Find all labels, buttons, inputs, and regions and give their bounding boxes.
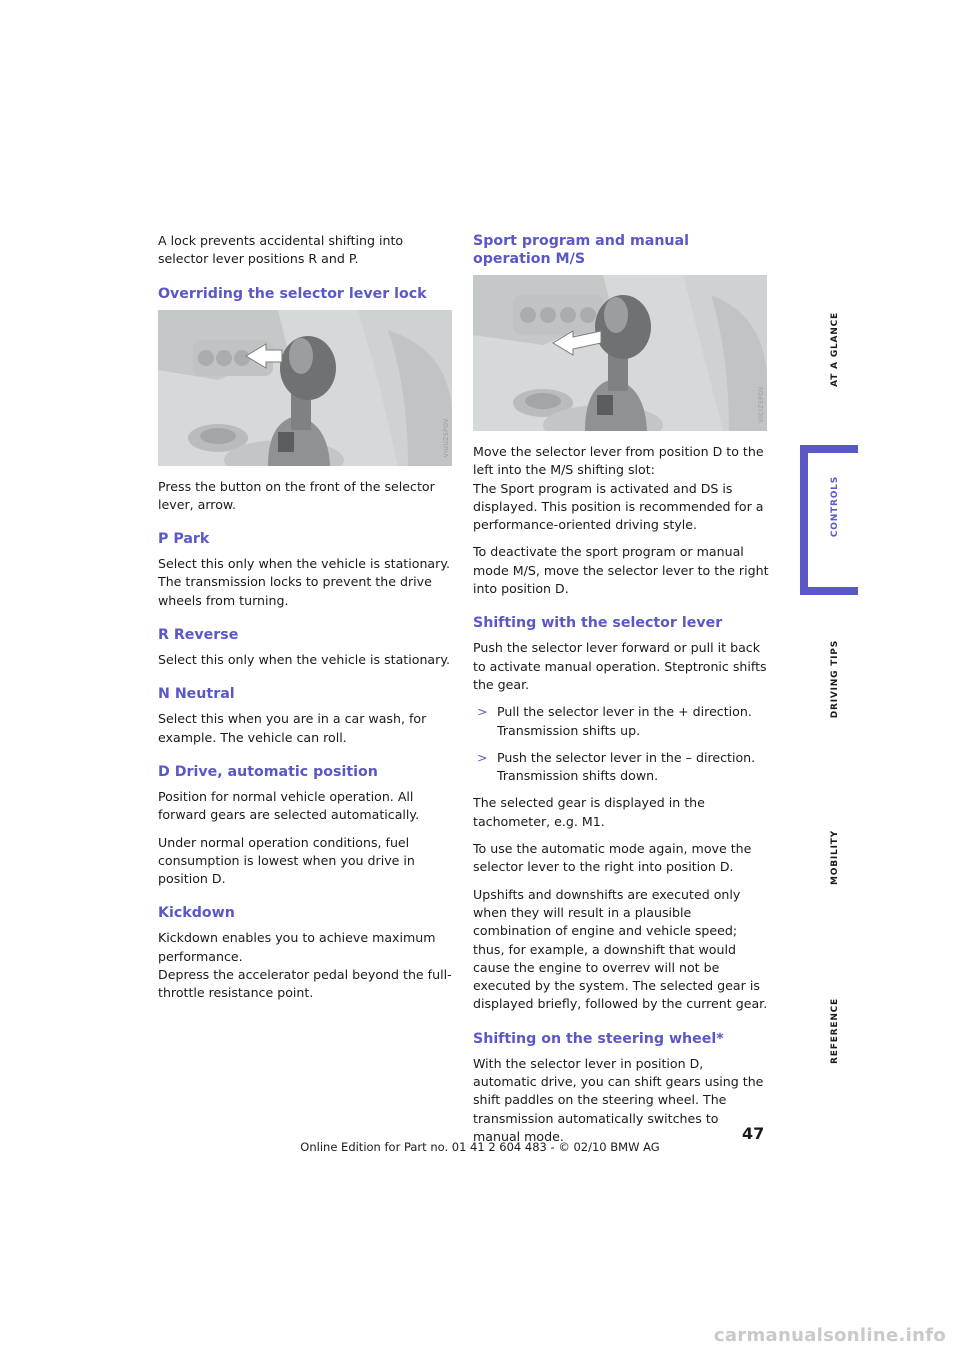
nav-tab-reference[interactable]: REFERENCE: [830, 998, 840, 1064]
park-paragraph: Select this only when the vehicle is stationary. The transmission locks to prevent the drive wheels from turning.: [158, 556, 450, 608]
deactivate-paragraph: To deactivate the sport program or manual mode M/S, move the selector lever to the right into position D.: [473, 544, 769, 597]
reverse-paragraph: Select this only when the vehicle is stationary.: [158, 652, 450, 668]
bullet-arrow-icon: >: [477, 749, 488, 765]
bullet-text: Push the selector lever in the – direction. Transmission shifts down.: [497, 749, 756, 784]
move-lever-paragraph: Move the selector lever from position D to the left into the M/S shifting slot: The Sport program is activated and DS is displayed. This position is recommended for a performance-oriented driving style.: [473, 444, 764, 533]
page-number: 47: [742, 1124, 765, 1143]
heading-shifting-selector: Shifting with the selector lever: [473, 615, 723, 632]
watermark: carmanualsonline.info: [713, 1325, 946, 1346]
left-column: [158, 232, 454, 1012]
heading-reverse: R Reverse: [158, 627, 239, 644]
automatic-mode-paragraph: To use the automatic mode again, move the selector lever to the right into position D.: [473, 841, 752, 875]
steering-wheel-paragraph: With the selector lever in position D, automatic drive, you can shift gears using the shift paddles on the steering wheel. The transmission automatically switches to manual mode.: [473, 1055, 764, 1144]
selector-lever-illustration: [158, 310, 452, 466]
bullet-text: Pull the selector lever in the + direction. Transmission shifts up.: [497, 704, 752, 738]
manual-mode-illustration: [473, 275, 767, 431]
edition-footer: Online Edition for Part no. 01 41 2 604 483 - © 02/10 BMW AG: [300, 1140, 660, 1154]
heading-steering-wheel: Shifting on the steering wheel*: [473, 1030, 724, 1047]
bullet-arrow-icon: >: [477, 704, 488, 720]
press-button-paragraph: Press the button on the front of the selector lever, arrow.: [158, 478, 435, 512]
side-navigation: [800, 0, 960, 1358]
heading-drive: D Drive, automatic position: [158, 763, 378, 780]
heading-sport-program: Sport program and manual operation M/S: [473, 233, 689, 267]
drive-paragraph-1: Position for normal vehicle operation. All forward gears are selected automatically.: [158, 788, 420, 823]
drive-paragraph-2: Under normal operation conditions, fuel consumption is lowest when you drive in position D.: [158, 834, 415, 887]
nav-tab-controls[interactable]: CONTROLS: [830, 476, 840, 538]
gear-displayed-paragraph: The selected gear is displayed in the tachometer, e.g. M1.: [473, 795, 705, 829]
list-item: [473, 749, 769, 786]
upshifts-paragraph: Upshifts and downshifts are executed only when they will result in a plausible combination of engine and vehicle speed; thus, for example, a downshift that would cause the engine to overrev will not be executed by the system. The selected gear is displayed briefly, followed by the current gear.: [473, 886, 768, 1012]
nav-tab-at-a-glance[interactable]: AT A GLANCE: [830, 312, 840, 387]
manual-mode-photo: [473, 275, 767, 431]
heading-kickdown: Kickdown: [158, 905, 235, 922]
kickdown-paragraph: Kickdown enables you to achieve maximum performance. Depress the accelerator pedal beyond the full-throttle resistance point.: [158, 930, 452, 1001]
nav-tab-mobility[interactable]: MOBILITY: [830, 830, 840, 885]
heading-override-lock: Overriding the selector lever lock: [158, 285, 427, 302]
push-lever-paragraph: Push the selector lever forward or pull it back to activate manual operation. Steptronic shifts the gear.: [473, 640, 767, 692]
intro-paragraph: A lock prevents accidental shifting into selector lever positions R and P.: [158, 233, 404, 267]
neutral-paragraph: Select this when you are in a car wash, for example. The vehicle can roll.: [158, 711, 427, 745]
heading-park: P Park: [158, 531, 210, 548]
right-column: [473, 232, 769, 1155]
selector-lever-lock-photo: [158, 310, 452, 466]
heading-neutral: N Neutral: [158, 686, 235, 703]
image-code-1: VIUUZSPOV: [443, 418, 450, 458]
list-item: [473, 703, 769, 740]
nav-tab-driving-tips[interactable]: DRIVING TIPS: [830, 640, 840, 719]
image-code-2: VICIZSPOV: [758, 386, 765, 423]
